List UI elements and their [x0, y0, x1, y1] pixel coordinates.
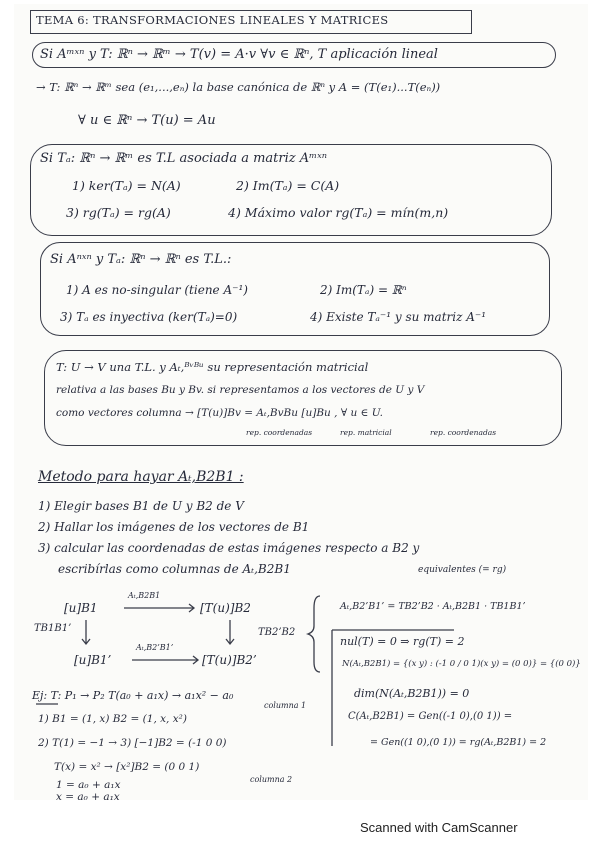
right-formula-change-basis: Aₜ,B2’B1’ = TB2’B2 · Aₜ,B2B1 · TB1B1’ [340, 601, 526, 612]
method-step-2: 2) Hallar los imágenes de los vectores de B1 [38, 520, 310, 534]
method-step-1: 1) Elegir bases B1 de U y B2 de V [38, 499, 244, 513]
example-heading: Ej: T: P₁ → P₂ T(a₀ + a₁x) → a₁x² − a₀ [32, 689, 234, 702]
method-equivalents-note: equivalentes (= rg) [418, 565, 507, 575]
scanned-page [14, 4, 588, 803]
box3-note-matrix: rep. matricial [340, 428, 392, 437]
pen-strokes [14, 4, 588, 800]
diagram-top-right: [T(u)]B2 [200, 601, 251, 615]
box1-prop-1: 1) ker(Tₐ) = N(A) [72, 178, 181, 193]
box1-heading: Si Tₐ: ℝⁿ → ℝᵐ es T.L asociada a matriz Aᵐˣⁿ [40, 151, 327, 166]
box3-line-3: como vectores columna → [T(u)]Bv = Aₜ,BvBu [u]Bu , ∀ u ∈ U. [56, 407, 383, 419]
box1-prop-2: 2) Im(Tₐ) = C(A) [236, 178, 340, 193]
method-step-3: 3) calcular las coordenadas de estas imágenes respecto a B2 y [38, 541, 420, 555]
right-null-space: N(Aₜ,B2B1) = {(x y) : (-1 0 / 0 1)(x y) = (0 0)} = {(0 0)} [342, 659, 581, 669]
box2-prop-1: 1) A es no-singular (tiene A⁻¹) [66, 283, 248, 297]
page-title: TEMA 6: TRANSFORMACIONES LINEALES Y MATRICES [36, 13, 389, 27]
right-column-space: C(Aₜ,B2B1) = Gen((-1 0),(0 1)) = [348, 711, 513, 722]
diagram-right-label: TB2’B2 [258, 627, 296, 638]
example-expansion-2: x = a₀ + a₁x [56, 791, 120, 803]
example-expansion-1: 1 = a₀ + a₁x [56, 779, 121, 791]
example-step-3: T(x) = x² → [x²]B2 = (0 0 1) [54, 761, 200, 773]
diagram-bottom-right: [T(u)]B2’ [202, 653, 257, 667]
box2-prop-3: 3) Tₐ es inyectiva (ker(Tₐ)=0) [60, 310, 238, 324]
intro-line-1: Si Aᵐˣⁿ y T: ℝⁿ → ℝᵐ → T(v) = A·v ∀v ∈ ℝⁿ, T aplicación lineal [40, 47, 438, 62]
box2-prop-4: 4) Existe Tₐ⁻¹ y su matriz A⁻¹ [310, 310, 487, 324]
intro-line-2: → T: ℝⁿ → ℝᵐ sea (e₁,...,eₙ) la base canónica de ℝⁿ y A = (T(e₁)...T(eₙ)) [36, 80, 441, 94]
example-step-1: 1) B1 = (1, x) B2 = (1, x, x²) [38, 713, 187, 725]
right-dim-null: dim(N(Aₜ,B2B1)) = 0 [354, 687, 470, 700]
box2-prop-2: 2) Im(Tₐ) = ℝⁿ [320, 283, 407, 297]
diagram-top-arrow-label: Aₜ,B2B1 [128, 591, 161, 600]
intro-line-3: ∀ u ∈ ℝⁿ → T(u) = Au [78, 113, 216, 128]
example-column-2-note: columna 2 [250, 775, 293, 784]
example-step-2: 2) T(1) = −1 → 3) [−1]B2 = (-1 0 0) [38, 737, 227, 749]
diagram-left-label: TB1B1’ [34, 623, 72, 634]
right-column-space-2: = Gen((1 0),(0 1)) = rg(Aₜ,B2B1) = 2 [370, 737, 547, 748]
box3-line-1: T: U → V una T.L. y Aₜ,ᴮᵛᴮᵘ su representación matricial [56, 360, 369, 374]
box3-line-2: relativa a las bases Bu y Bv. si representamos a los vectores de U y V [56, 384, 425, 396]
diagram-bottom-left: [u]B1’ [74, 653, 112, 667]
scanner-watermark: Scanned with CamScanner [360, 820, 518, 835]
box3-note-coords-2: rep. coordenadas [430, 428, 497, 437]
method-heading: Metodo para hayar Aₜ,B2B1 : [38, 469, 244, 485]
box1-prop-3: 3) rg(Tₐ) = rg(A) [66, 205, 171, 220]
diagram-bottom-arrow-label: Aₜ,B2’B1’ [136, 643, 174, 652]
method-step-4: escribírlas como columnas de Aₜ,B2B1 [58, 562, 291, 576]
box1-prop-4: 4) Máximo valor rg(Tₐ) = mín(m,n) [228, 205, 449, 220]
example-column-1-note: columna 1 [264, 701, 307, 710]
box2-heading: Si Aⁿˣⁿ y Tₐ: ℝⁿ → ℝⁿ es T.L.: [50, 252, 232, 267]
box3-note-coords-1: rep. coordenadas [246, 428, 313, 437]
right-null-rank: nul(T) = 0 ⇒ rg(T) = 2 [340, 635, 465, 648]
diagram-top-left: [u]B1 [64, 601, 98, 615]
